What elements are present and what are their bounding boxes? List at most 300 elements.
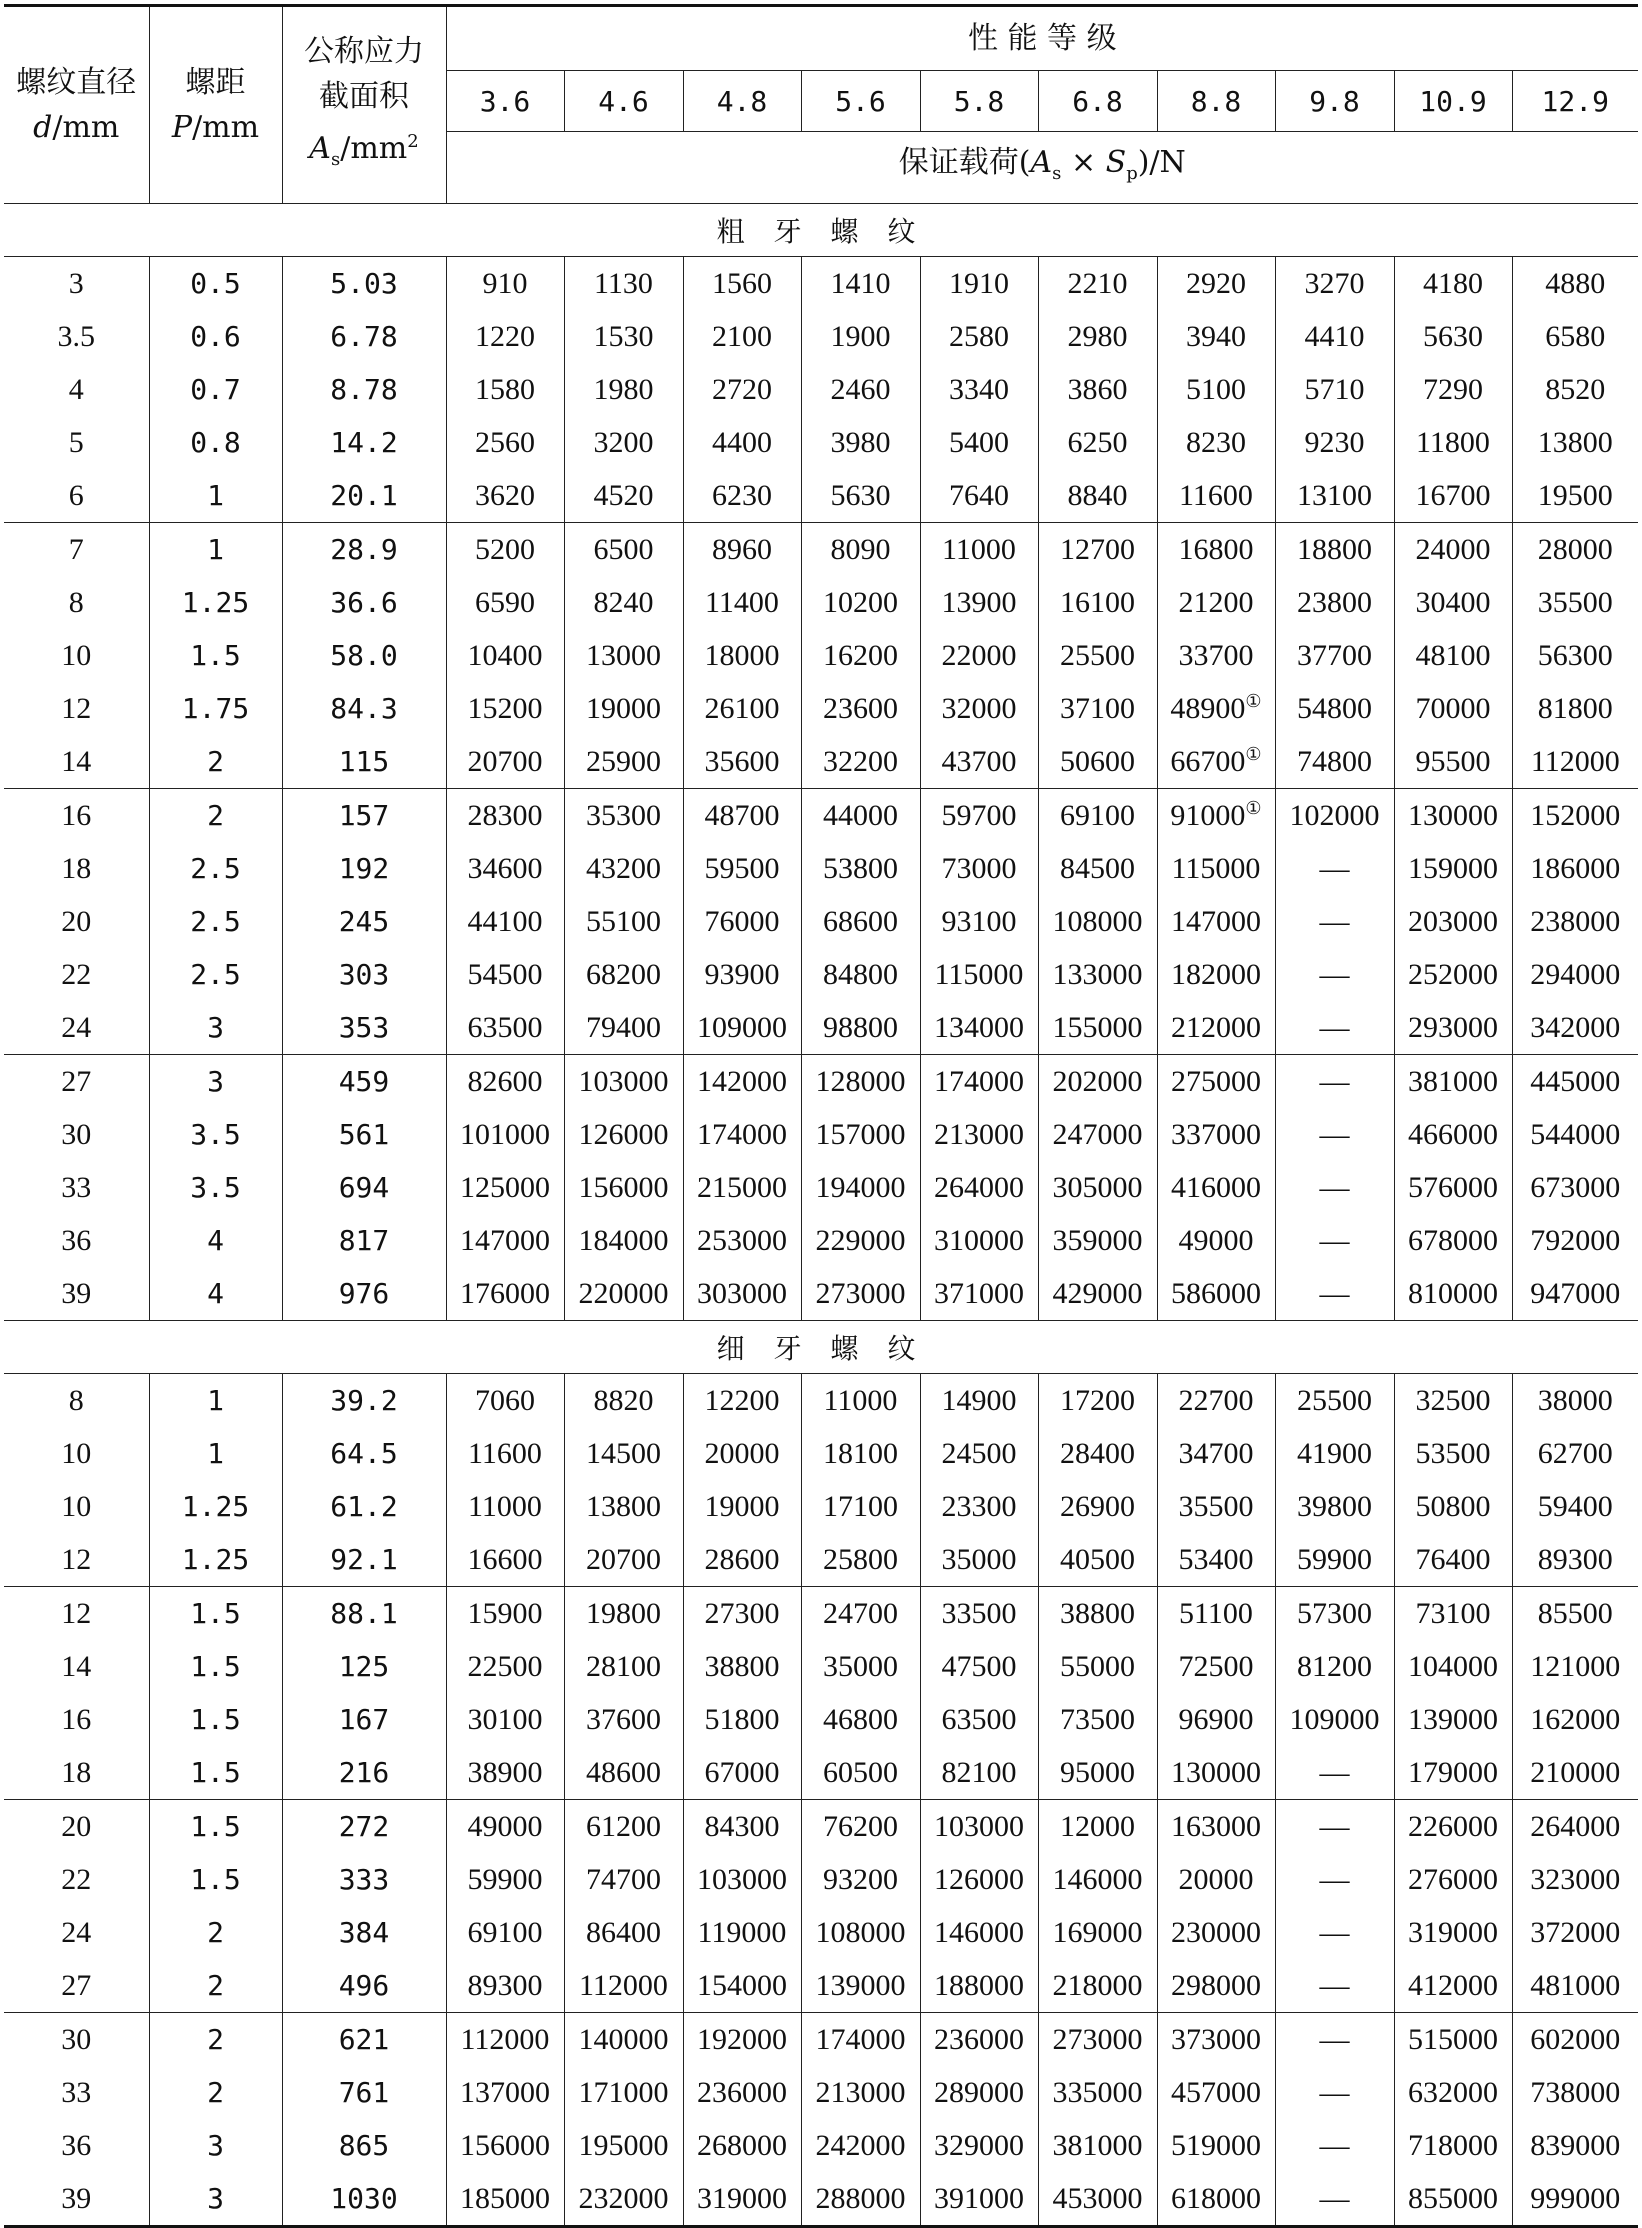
load-cell: 13800 [1512, 416, 1638, 469]
diameter-cell: 27 [4, 1055, 149, 1109]
load-cell: 184000 [564, 1214, 683, 1267]
area-cell: 216 [282, 1746, 446, 1800]
area-cell: 157 [282, 789, 446, 843]
load-cell: 72500 [1157, 1640, 1275, 1693]
load-cell: 19500 [1512, 469, 1638, 523]
load-cell: 4880 [1512, 257, 1638, 311]
pitch-cell: 1 [149, 1427, 282, 1480]
load-cell: 319000 [1394, 1906, 1512, 1959]
load-cell: 19800 [564, 1587, 683, 1641]
table-row [4, 1374, 1638, 1428]
load-value: 66700 [1170, 745, 1246, 778]
diameter-header [4, 6, 149, 204]
load-cell: 15900 [446, 1587, 564, 1641]
load-cell: 3860 [1038, 363, 1157, 416]
table-row [4, 948, 1638, 1001]
load-cell: 152000 [1512, 789, 1638, 843]
load-cell: 28400 [1038, 1427, 1157, 1480]
load-cell: 74700 [564, 1853, 683, 1906]
diameter-cell: 18 [61, 851, 92, 885]
table-row [4, 1001, 1638, 1055]
table-row [4, 1800, 1638, 1854]
table-row [4, 1853, 1638, 1906]
load-cell: 104000 [1394, 1640, 1512, 1693]
diameter-label: 螺纹直径 [16, 65, 137, 100]
area-cell: 167 [282, 1693, 446, 1746]
table-row [4, 1959, 1638, 2013]
load-cell: 74800 [1275, 735, 1394, 789]
table-row [4, 1055, 1638, 1109]
load-cell: 157000 [801, 1108, 920, 1161]
load-cell: 171000 [564, 2066, 683, 2119]
load-cell: 108000 [801, 1906, 920, 1959]
table-row [4, 523, 1638, 577]
load-cell: 54500 [446, 948, 564, 1001]
proof-load-table-container [4, 4, 1638, 2228]
load-cell: 50800 [1394, 1480, 1512, 1533]
load-cell: 273000 [1038, 2013, 1157, 2067]
load-cell: 82600 [446, 1055, 564, 1109]
diameter-cell: 30 [4, 2013, 149, 2067]
load-cell: 38000 [1512, 1374, 1638, 1428]
load-cell [1157, 682, 1275, 735]
load-cell: 102000 [1275, 789, 1394, 843]
area-cell: 384 [282, 1906, 446, 1959]
load-cell: 57300 [1275, 1587, 1394, 1641]
load-cell: 11000 [920, 523, 1038, 577]
load-cell: 59700 [920, 789, 1038, 843]
load-cell: 25800 [801, 1533, 920, 1587]
area-cell: 88.1 [282, 1587, 446, 1641]
load-cell: 319000 [683, 2172, 801, 2227]
load-cell: 218000 [1038, 1959, 1157, 2013]
load-cell: 95000 [1038, 1746, 1157, 1800]
load-cell: 115000 [1157, 842, 1275, 895]
pitch-cell: 0.8 [149, 416, 282, 469]
load-cell: 289000 [920, 2066, 1038, 2119]
load-cell: 212000 [1157, 1001, 1275, 1055]
load-cell: 68600 [801, 895, 920, 948]
load-cell: 213000 [801, 2066, 920, 2119]
load-cell: 238000 [1512, 895, 1638, 948]
load-cell: 51800 [683, 1693, 801, 1746]
load-cell: 60500 [801, 1746, 920, 1800]
diameter-cell: 39 [61, 1276, 92, 1310]
load-cell: 203000 [1394, 895, 1512, 948]
load-cell: 16800 [1157, 523, 1275, 577]
table-row [4, 257, 1638, 311]
load-cell: 62700 [1512, 1427, 1638, 1480]
load-cell: 226000 [1394, 1800, 1512, 1854]
load-cell: 63500 [446, 1001, 564, 1055]
load-cell: 7640 [920, 469, 1038, 523]
load-cell: 35600 [683, 735, 801, 789]
load-cell: — [1275, 2013, 1394, 2067]
load-cell: 19000 [564, 682, 683, 735]
area-cell: 333 [282, 1853, 446, 1906]
load-cell: — [1275, 2066, 1394, 2119]
load-cell: 20000 [1157, 1853, 1275, 1906]
grade-cell: 6.8 [1038, 71, 1157, 132]
load-cell: 8090 [801, 523, 920, 577]
load-cell: 108000 [1038, 895, 1157, 948]
load-cell: — [1275, 2119, 1394, 2172]
area-cell: 761 [282, 2066, 446, 2119]
load-cell: 515000 [1394, 2013, 1512, 2067]
diameter-cell: 24 [61, 1010, 92, 1044]
area-header [282, 6, 446, 204]
load-cell: 179000 [1394, 1746, 1512, 1800]
load-cell: 109000 [683, 1001, 801, 1055]
load-cell: 146000 [1038, 1853, 1157, 1906]
load-cell: 8840 [1038, 469, 1157, 523]
load-cell: 49000 [446, 1800, 564, 1854]
table-row [4, 469, 1638, 523]
load-cell: 61200 [564, 1800, 683, 1854]
load-cell: 194000 [801, 1161, 920, 1214]
load-cell: 13800 [564, 1480, 683, 1533]
load-cell: 28100 [564, 1640, 683, 1693]
pitch-cell: 1.75 [149, 682, 282, 735]
table-row [4, 1214, 1638, 1267]
load-cell: 673000 [1512, 1161, 1638, 1214]
load-cell: 445000 [1512, 1055, 1638, 1109]
load-cell: 947000 [1512, 1267, 1638, 1321]
load-cell: 3340 [920, 363, 1038, 416]
load-cell: 792000 [1512, 1214, 1638, 1267]
pitch-cell: 2 [149, 2066, 282, 2119]
area-cell: 58.0 [282, 629, 446, 682]
load-cell: 186000 [1512, 842, 1638, 895]
load-cell: 8240 [564, 576, 683, 629]
load-cell: 35500 [1512, 576, 1638, 629]
pitch-cell: 1.25 [149, 576, 282, 629]
diameter-cell: 12 [4, 1587, 149, 1641]
grade-cell: 8.8 [1157, 71, 1275, 132]
diameter-cell: 10 [61, 1489, 92, 1523]
load-cell: 372000 [1512, 1906, 1638, 1959]
load-cell: 89300 [1512, 1533, 1638, 1587]
load-cell: 163000 [1157, 1800, 1275, 1854]
load-cell: 53400 [1157, 1533, 1275, 1587]
load-cell: 252000 [1394, 948, 1512, 1001]
area-cell: 20.1 [282, 469, 446, 523]
area-cell: 459 [282, 1055, 446, 1109]
load-cell: 43700 [920, 735, 1038, 789]
diameter-cell: 14 [61, 744, 92, 778]
load-cell: 5630 [1394, 310, 1512, 363]
load-cell: 298000 [1157, 1959, 1275, 2013]
grade-cell: 10.9 [1394, 71, 1512, 132]
load-cell: 156000 [564, 1161, 683, 1214]
load-cell: 6590 [446, 576, 564, 629]
load-cell: 84800 [801, 948, 920, 1001]
diameter-cell: 30 [61, 1117, 92, 1151]
load-cell: 6580 [1512, 310, 1638, 363]
load-cell: 25500 [1038, 629, 1157, 682]
pitch-cell: 4 [149, 1267, 282, 1321]
load-cell: 16100 [1038, 576, 1157, 629]
diameter-cell: 24 [61, 1915, 92, 1949]
load-cell: 85500 [1512, 1587, 1638, 1641]
load-cell: 17100 [801, 1480, 920, 1533]
load-cell: 76200 [801, 1800, 920, 1854]
load-cell: 466000 [1394, 1108, 1512, 1161]
table-row [4, 789, 1638, 843]
load-cell: 16200 [801, 629, 920, 682]
load-cell: 7060 [446, 1374, 564, 1428]
table-row [4, 1746, 1638, 1800]
load-cell: 34700 [1157, 1427, 1275, 1480]
load-cell: 48700 [683, 789, 801, 843]
load-cell: 1130 [564, 257, 683, 311]
load-cell: 46800 [801, 1693, 920, 1746]
load-cell: 112000 [564, 1959, 683, 2013]
load-cell: — [1275, 895, 1394, 948]
load-cell: 18100 [801, 1427, 920, 1480]
load-cell: 56300 [1512, 629, 1638, 682]
load-cell: — [1275, 1267, 1394, 1321]
load-cell: 130000 [1394, 789, 1512, 843]
table-row [4, 363, 1638, 416]
load-cell: 109000 [1275, 1693, 1394, 1746]
load-cell: 81800 [1512, 682, 1638, 735]
load-cell: 147000 [1157, 895, 1275, 948]
load-cell: 210000 [1512, 1746, 1638, 1800]
load-cell: 93900 [683, 948, 801, 1001]
pitch-cell: 1 [149, 469, 282, 523]
load-cell: 86400 [564, 1906, 683, 1959]
load-cell: 22500 [446, 1640, 564, 1693]
load-cell: 342000 [1512, 1001, 1638, 1055]
area-cell: 694 [282, 1161, 446, 1214]
load-cell: 137000 [446, 2066, 564, 2119]
area-cell: 115 [282, 735, 446, 789]
area-cell: 496 [282, 1959, 446, 2013]
diameter-cell: 12 [61, 691, 92, 725]
section-title: 粗 牙 螺 纹 [4, 204, 1638, 257]
area-cell: 84.3 [282, 682, 446, 735]
load-cell: 718000 [1394, 2119, 1512, 2172]
diameter-cell: 14 [61, 1649, 92, 1683]
load-cell: 457000 [1157, 2066, 1275, 2119]
load-cell: 41900 [1275, 1427, 1394, 1480]
table-row [4, 1480, 1638, 1533]
load-cell: 51100 [1157, 1587, 1275, 1641]
load-cell: 999000 [1512, 2172, 1638, 2227]
diameter-cell: 39 [4, 2172, 149, 2227]
area-cell: 8.78 [282, 363, 446, 416]
load-cell: 11400 [683, 576, 801, 629]
load-cell: 22000 [920, 629, 1038, 682]
load-cell: 32500 [1394, 1374, 1512, 1428]
load-cell: 50600 [1038, 735, 1157, 789]
table-row [4, 310, 1638, 363]
section-title: 细 牙 螺 纹 [4, 1321, 1638, 1374]
area-cell: 976 [282, 1267, 446, 1321]
load-cell: 159000 [1394, 842, 1512, 895]
load-cell: 169000 [1038, 1906, 1157, 1959]
pitch-cell: 3 [149, 1001, 282, 1055]
load-cell: 89300 [446, 1959, 564, 2013]
area-cell: 28.9 [282, 523, 446, 577]
table-row [4, 2172, 1638, 2227]
table-row [4, 1427, 1638, 1480]
diameter-cell: 3.5 [57, 319, 95, 353]
load-cell: 44100 [446, 895, 564, 948]
pitch-cell: 1.5 [149, 1746, 282, 1800]
diameter-cell: 36 [61, 2128, 92, 2162]
load-cell: 101000 [446, 1108, 564, 1161]
load-cell: 276000 [1394, 1853, 1512, 1906]
load-cell: 11000 [446, 1480, 564, 1533]
load-cell: 678000 [1394, 1214, 1512, 1267]
load-cell: 154000 [683, 1959, 801, 2013]
load-cell: 544000 [1512, 1108, 1638, 1161]
load-cell: 4410 [1275, 310, 1394, 363]
load-cell: 391000 [920, 2172, 1038, 2227]
load-cell: 18000 [683, 629, 801, 682]
pitch-cell: 3.5 [149, 1108, 282, 1161]
grade-cell: 3.6 [446, 71, 564, 132]
load-cell: 53500 [1394, 1427, 1512, 1480]
load-cell: 35500 [1157, 1480, 1275, 1533]
load-cell: 18800 [1275, 523, 1394, 577]
load-cell: 5400 [920, 416, 1038, 469]
load-cell: 140000 [564, 2013, 683, 2067]
pitch-cell: 1.5 [149, 629, 282, 682]
diameter-unit: d/mm [33, 110, 120, 145]
load-cell: 156000 [446, 2119, 564, 2172]
grade-cell: 5.6 [801, 71, 920, 132]
diameter-cell: 22 [61, 1862, 92, 1896]
load-cell: 268000 [683, 2119, 801, 2172]
footnote-marker: ① [1245, 744, 1262, 764]
load-cell: — [1275, 842, 1394, 895]
load-cell: 93200 [801, 1853, 920, 1906]
pitch-cell: 2.5 [149, 895, 282, 948]
diameter-cell: 16 [4, 789, 149, 843]
load-cell: 738000 [1512, 2066, 1638, 2119]
load-cell: 305000 [1038, 1161, 1157, 1214]
load-cell: 481000 [1512, 1959, 1638, 2013]
table-row [4, 2013, 1638, 2067]
load-cell: 371000 [920, 1267, 1038, 1321]
load-cell: 55000 [1038, 1640, 1157, 1693]
load-cell: 13100 [1275, 469, 1394, 523]
load-cell: 139000 [1394, 1693, 1512, 1746]
table-row [4, 682, 1638, 735]
load-cell: 20700 [446, 735, 564, 789]
load-cell: 412000 [1394, 1959, 1512, 2013]
load-cell: 335000 [1038, 2066, 1157, 2119]
load-cell: 8820 [564, 1374, 683, 1428]
load-cell: 112000 [446, 2013, 564, 2067]
load-cell: 182000 [1157, 948, 1275, 1001]
load-cell: 128000 [801, 1055, 920, 1109]
load-cell: 130000 [1157, 1746, 1275, 1800]
load-cell: 6250 [1038, 416, 1157, 469]
load-cell: 14900 [920, 1374, 1038, 1428]
load-cell: 7290 [1394, 363, 1512, 416]
load-cell: 22700 [1157, 1374, 1275, 1428]
area-cell: 1030 [282, 2172, 446, 2227]
load-cell: 134000 [920, 1001, 1038, 1055]
load-cell: 5200 [446, 523, 564, 577]
area-cell: 125 [282, 1640, 446, 1693]
load-cell: 310000 [920, 1214, 1038, 1267]
load-cell: — [1275, 1214, 1394, 1267]
load-cell: 1220 [446, 310, 564, 363]
load-cell: 273000 [801, 1267, 920, 1321]
area-cell: 6.78 [282, 310, 446, 363]
load-cell: 147000 [446, 1214, 564, 1267]
load-cell: 4180 [1394, 257, 1512, 311]
table-row [4, 735, 1638, 789]
pitch-cell: 1 [149, 1374, 282, 1428]
load-cell: 174000 [801, 2013, 920, 2067]
load-cell: 133000 [1038, 948, 1157, 1001]
load-cell: 34600 [446, 842, 564, 895]
pitch-cell: 2 [149, 789, 282, 843]
load-cell: 98800 [801, 1001, 920, 1055]
area-cell: 36.6 [282, 576, 446, 629]
load-cell: 10400 [446, 629, 564, 682]
load-cell: — [1275, 1853, 1394, 1906]
area-cell: 272 [282, 1800, 446, 1854]
load-cell: 1530 [564, 310, 683, 363]
load-cell: 28000 [1512, 523, 1638, 577]
load-cell: 13900 [920, 576, 1038, 629]
load-cell: 25900 [564, 735, 683, 789]
load-cell: 37100 [1038, 682, 1157, 735]
area-cell: 192 [282, 842, 446, 895]
load-cell: 2460 [801, 363, 920, 416]
load-cell: 32000 [920, 682, 1038, 735]
load-cell: 373000 [1157, 2013, 1275, 2067]
load-cell: 32200 [801, 735, 920, 789]
load-cell: 213000 [920, 1108, 1038, 1161]
load-cell: 618000 [1157, 2172, 1275, 2227]
load-cell: 59400 [1512, 1480, 1638, 1533]
load-cell: 2920 [1157, 257, 1275, 311]
pitch-unit: P/mm [171, 110, 260, 145]
load-cell: 81200 [1275, 1640, 1394, 1693]
load-cell: 236000 [683, 2066, 801, 2119]
diameter-cell: 33 [61, 1170, 92, 1204]
load-cell: 103000 [920, 1800, 1038, 1854]
table-body [4, 204, 1638, 2227]
load-cell: 3620 [446, 469, 564, 523]
load-cell: 1910 [920, 257, 1038, 311]
load-cell: 253000 [683, 1214, 801, 1267]
load-cell: 2580 [920, 310, 1038, 363]
load-cell: — [1275, 1746, 1394, 1800]
load-cell: 229000 [801, 1214, 920, 1267]
load-cell: 192000 [683, 2013, 801, 2067]
table-row [4, 2119, 1638, 2172]
load-cell: — [1275, 1906, 1394, 1959]
load-cell: 53800 [801, 842, 920, 895]
load-cell: 1560 [683, 257, 801, 311]
diameter-cell: 20 [4, 1800, 149, 1854]
load-cell: 115000 [920, 948, 1038, 1001]
load-cell: 59900 [1275, 1533, 1394, 1587]
load-cell: — [1275, 1161, 1394, 1214]
table-row [4, 1108, 1638, 1161]
load-cell: 67000 [683, 1746, 801, 1800]
load-cell: 39800 [1275, 1480, 1394, 1533]
